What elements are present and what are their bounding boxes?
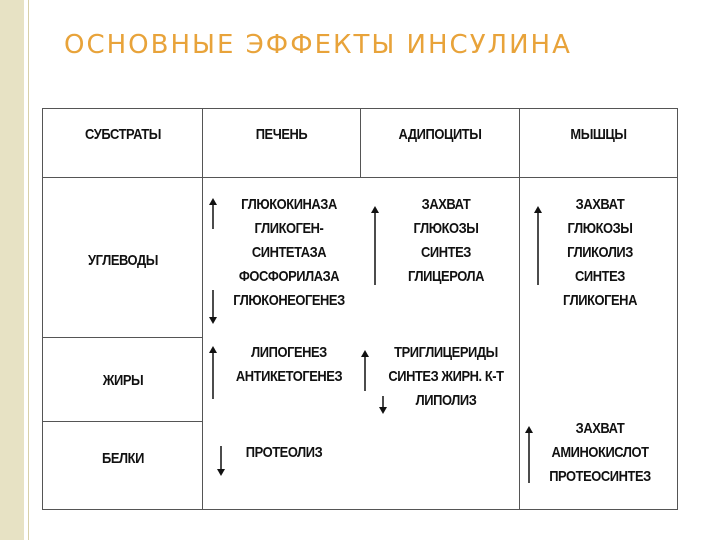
up-arrow-icon — [360, 350, 370, 392]
header-muscles: МЫШЦЫ — [570, 126, 627, 143]
down-arrow-icon — [208, 290, 218, 324]
row-divider — [43, 421, 203, 422]
cell-muscles-proteins: ЗАХВАТ АМИНОКИСЛОТ ПРОТЕОСИНТЕЗ — [549, 420, 651, 485]
up-arrow-icon — [370, 206, 380, 286]
row-label-proteins: БЕЛКИ — [102, 450, 144, 467]
cell-adipocytes-fats: ТРИГЛИЦЕРИДЫ СИНТЕЗ ЖИРН. К-Т ЛИПОЛИЗ — [388, 344, 504, 409]
row-divider — [43, 337, 203, 338]
row-label-fats: ЖИРЫ — [102, 372, 144, 389]
row-label-carbohydrates: УГЛЕВОДЫ — [88, 252, 158, 269]
header-substrates: СУБСТРАТЫ — [85, 126, 161, 143]
insulin-effects-table — [42, 108, 678, 510]
column-divider — [202, 109, 203, 509]
cell-adipocytes-carbohydrates: ЗАХВАТ ГЛЮКОЗЫ СИНТЕЗ ГЛИЦЕРОЛА — [407, 196, 484, 285]
row-divider — [43, 177, 677, 178]
slide-title: ОСНОВНЫЕ ЭФФЕКТЫ ИНСУЛИНА — [64, 30, 572, 60]
decorative-sidebar — [0, 0, 24, 540]
up-arrow-icon — [208, 346, 218, 400]
header-adipocytes: АДИПОЦИТЫ — [398, 126, 482, 143]
up-arrow-icon — [533, 206, 543, 286]
sidebar-divider — [28, 0, 29, 540]
cell-liver-fats: ЛИПОГЕНЕЗ АНТИКЕТОГЕНЕЗ — [235, 344, 343, 385]
column-divider — [519, 109, 520, 509]
up-arrow-icon — [524, 426, 534, 484]
cell-muscles-carbohydrates: ЗАХВАТ ГЛЮКОЗЫ ГЛИКОЛИЗ СИНТЕЗ ГЛИКОГЕНА — [563, 196, 637, 309]
up-arrow-icon — [208, 198, 218, 230]
column-divider — [360, 109, 361, 177]
cell-liver-carbohydrates: ГЛЮКОКИНАЗА ГЛИКОГЕН- СИНТЕТАЗА ФОСФОРИЛАЗА ГЛЮКОНЕОГЕНЕЗ — [233, 196, 345, 309]
cell-liver-proteins: ПРОТЕОЛИЗ — [245, 444, 323, 461]
header-liver: ПЕЧЕНЬ — [255, 126, 308, 143]
down-arrow-icon — [216, 446, 226, 476]
down-arrow-icon — [378, 396, 388, 414]
